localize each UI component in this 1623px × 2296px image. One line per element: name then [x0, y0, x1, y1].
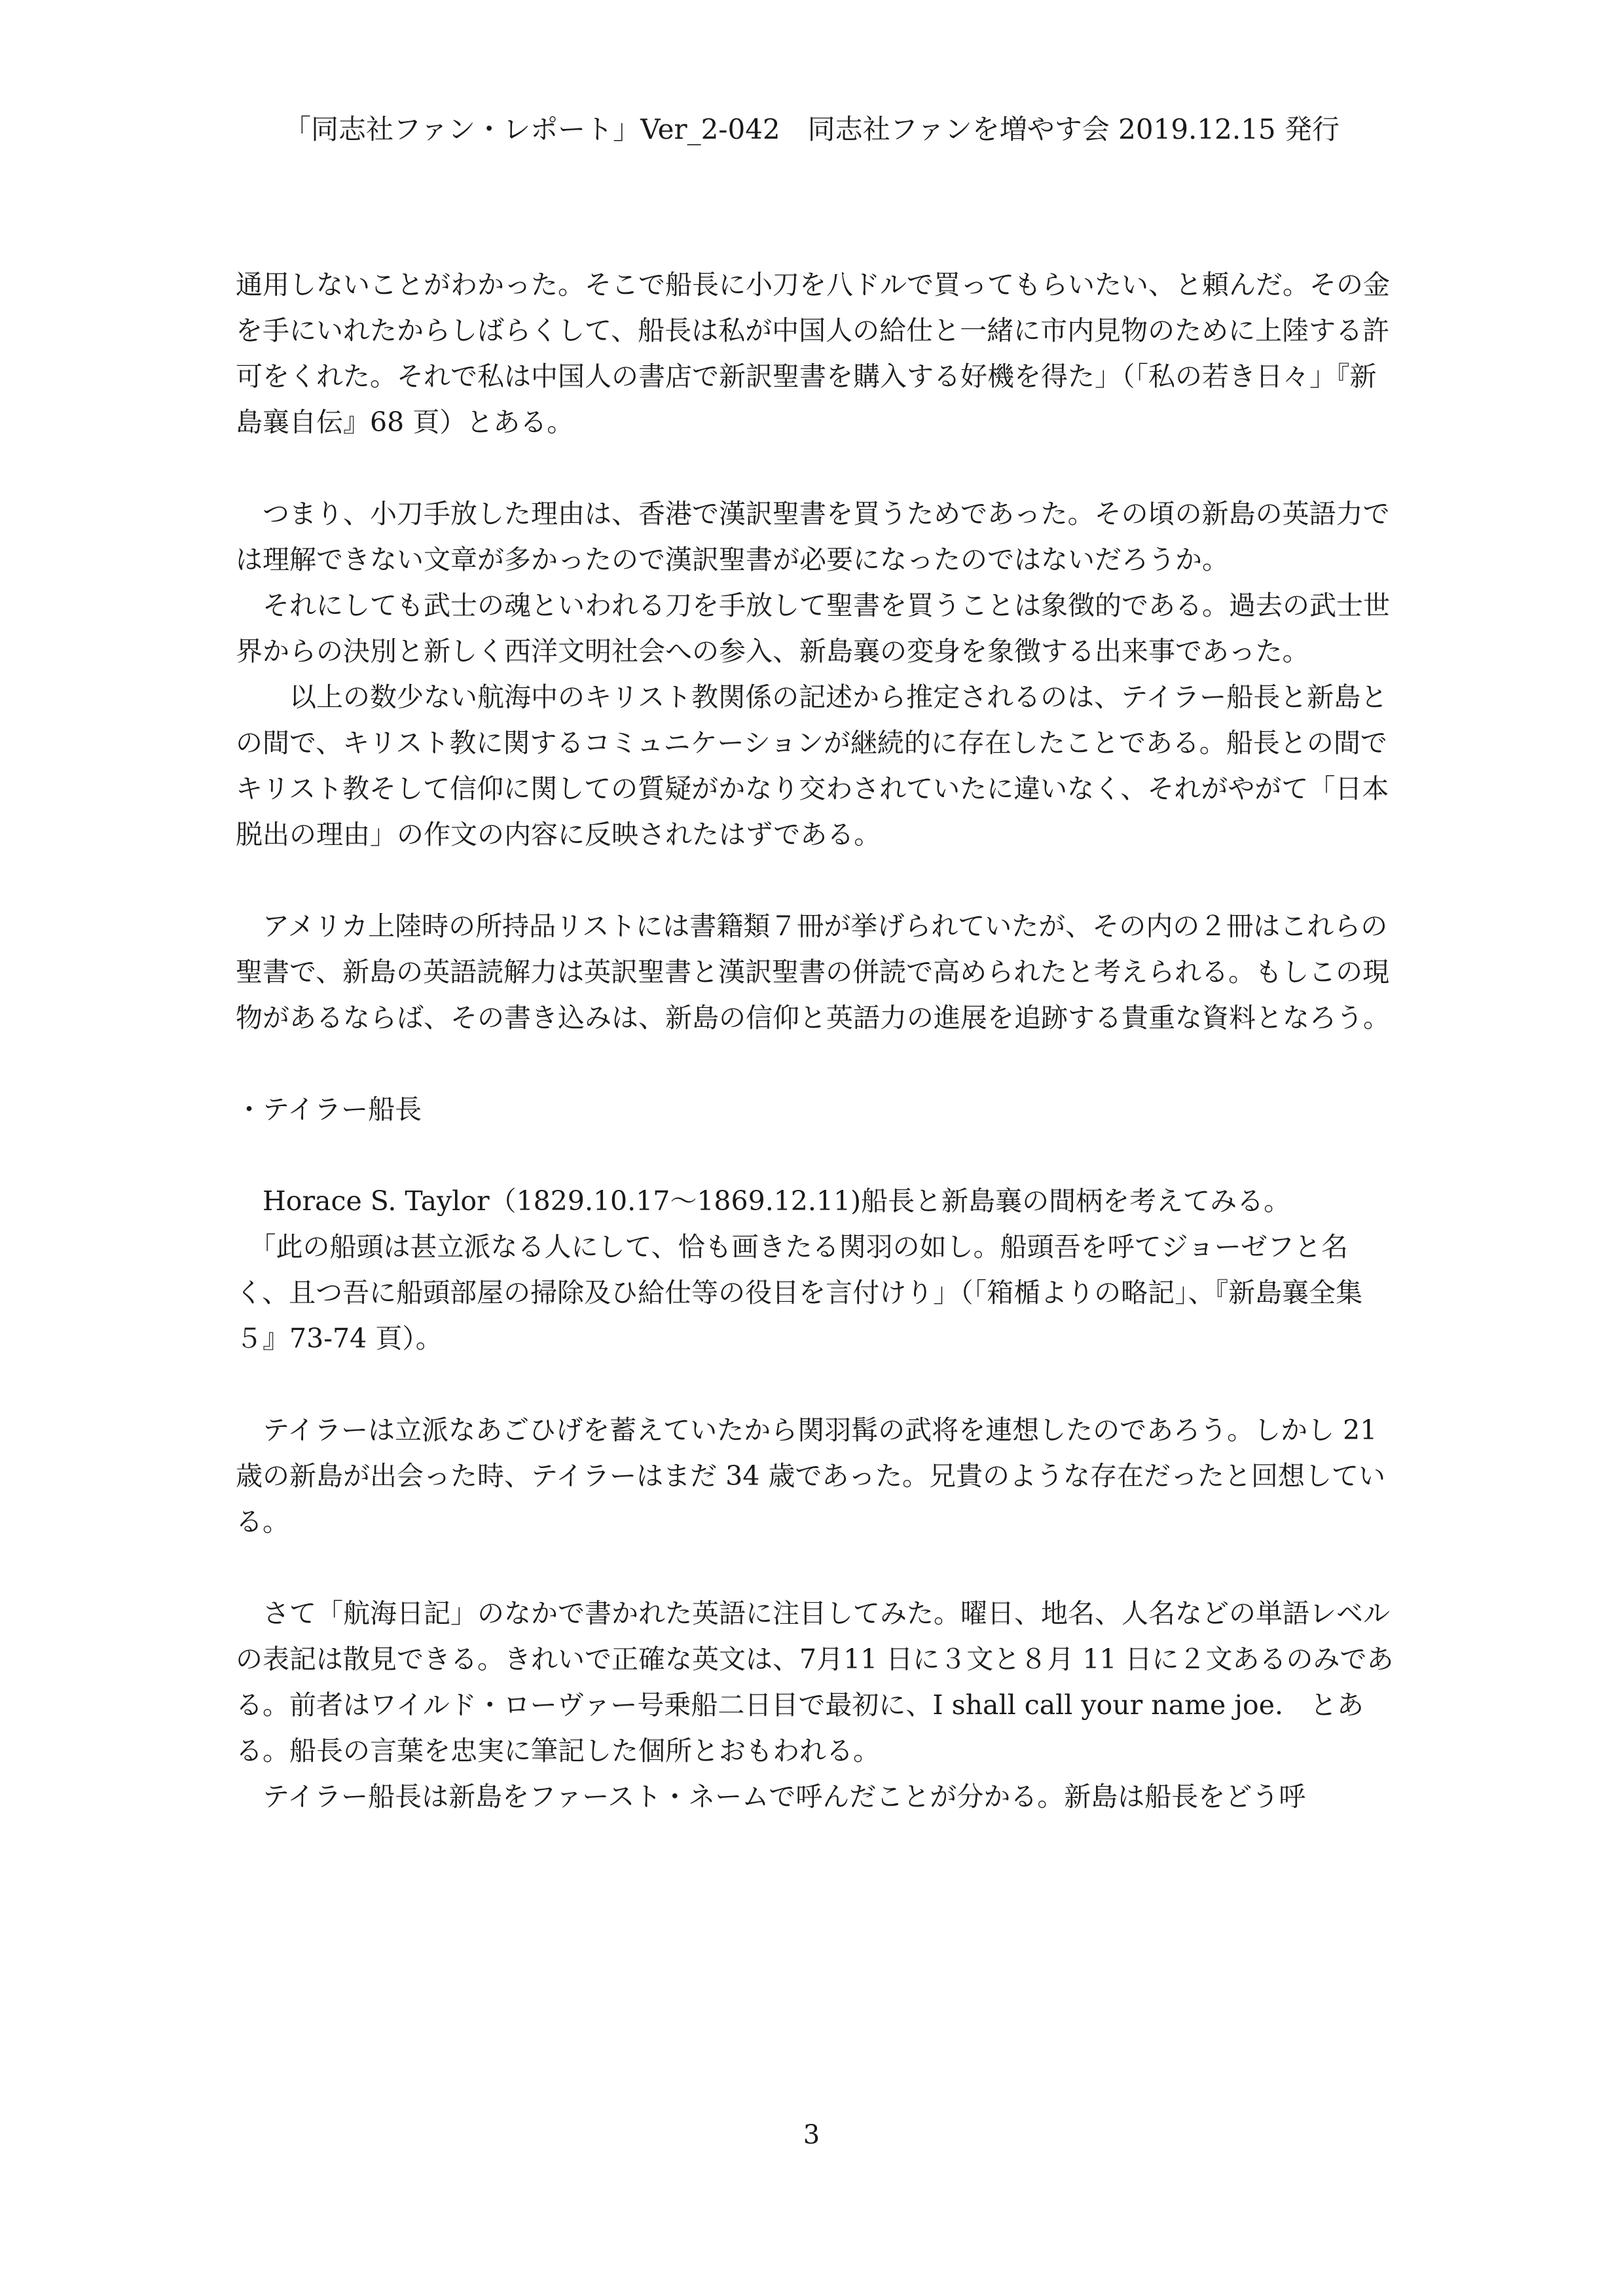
paragraph-christian-communication: 以上の数少ない航海中のキリスト教関係の記述から推定されるのは、テイラー船長と新島との間で、キリスト教に関するコミュニケーションが継続的に存在したことである。船長との間でキリスト教そして信仰に関しての質疑がかなり交わされていたに違いなく、それがやがて「日本脱出の理由」の作文の内容に反映されたはずである。: [236, 681, 1389, 850]
body-text: [236, 262, 1401, 1820]
paragraph-gap: [236, 857, 1401, 903]
paragraph-gap: [236, 1545, 1401, 1590]
paragraph-first-name: テイラー船長は新島をファースト・ネームで呼んだことが分かる。新島は船長をどう呼: [236, 1781, 1306, 1812]
paragraph-sword-reason: つまり、小刀手放した理由は、香港で漢訳聖書を買うためであった。その頃の新島の英語力では理解できない文章が多かったので漢訳聖書が必要になったのではないだろうか。: [236, 498, 1390, 575]
paragraph-gap: [236, 1132, 1401, 1178]
paragraph-gap: [236, 1041, 1401, 1086]
paragraph-samurai-soul: それにしても武士の魂といわれる刀を手放して聖書を買うことは象徴的である。過去の武士世界からの決別と新しく西洋文明社会への参入、新島襄の変身を象徴する出来事であった。: [236, 590, 1390, 667]
page-number: 3: [803, 2120, 820, 2150]
page-header: 「同志社ファン・レポート」Ver_2-042 同志社ファンを増やす会 2019.12.15 発行: [283, 113, 1340, 145]
paragraph-beard: テイラーは立派なあごひげを蓄えていたから関羽髯の武将を連想したのであろう。しかし 21 歳の新島が出会った時、テイラーはまだ 34 歳であった。兄貴のような存在だったと回想している。: [236, 1414, 1386, 1537]
paragraph-continuation: 通用しないことがわかった。そこで船長に小刀を八ドルで買ってもらいたい、と頼んだ。その金を手にいれたからしばらくして、船長は私が中国人の給仕と一緒に市内見物のために上陸する許可をくれた。それで私は中国人の書店で新訳聖書を購入する好機を得た」（「私の若き日々」『新島襄自伝』68 頁）とある。: [236, 269, 1390, 438]
paragraph-gap: [236, 445, 1401, 491]
section-heading-captain-taylor: ・テイラー船長: [236, 1094, 422, 1125]
paragraph-gap: [236, 1361, 1401, 1407]
paragraph-voyage-diary: さて「航海日記」のなかで書かれた英語に注目してみた。曜日、地名、人名などの単語レベルの表記は散見できる。きれいで正確な英文は、7月11 日に３文と８月 11 日に２文あるのみである。前者はワイルド・ローヴァー号乗船二日目で最初に、I shall call your name joe. とある。船長の言葉を忠実に筆記した個所とおもわれる。: [236, 1598, 1394, 1767]
paragraph-quote-captain: 「此の船頭は甚立派なる人にして、恰も画きたる関羽の如し。船頭吾を呼てジョーゼフと名く、且つ吾に船頭部屋の掃除及ひ給仕等の役目を言付けり」（「箱楯よりの略記」、『新島襄全集５』73-74 頁）。: [236, 1231, 1363, 1354]
paragraph-horace-taylor: Horace S. Taylor（1829.10.17〜1869.12.11)船長と新島襄の間柄を考えてみる。: [236, 1185, 1291, 1217]
paragraph-possessions-list: アメリカ上陸時の所持品リストには書籍類７冊が挙げられていたが、その内の２冊はこれらの聖書で、新島の英語読解力は英訳聖書と漢訳聖書の併読で高められたと考えられる。もしこの現物があるならば、その書き込みは、新島の信仰と英語力の進展を追跡する貴重な資料となろう。: [236, 910, 1390, 1033]
